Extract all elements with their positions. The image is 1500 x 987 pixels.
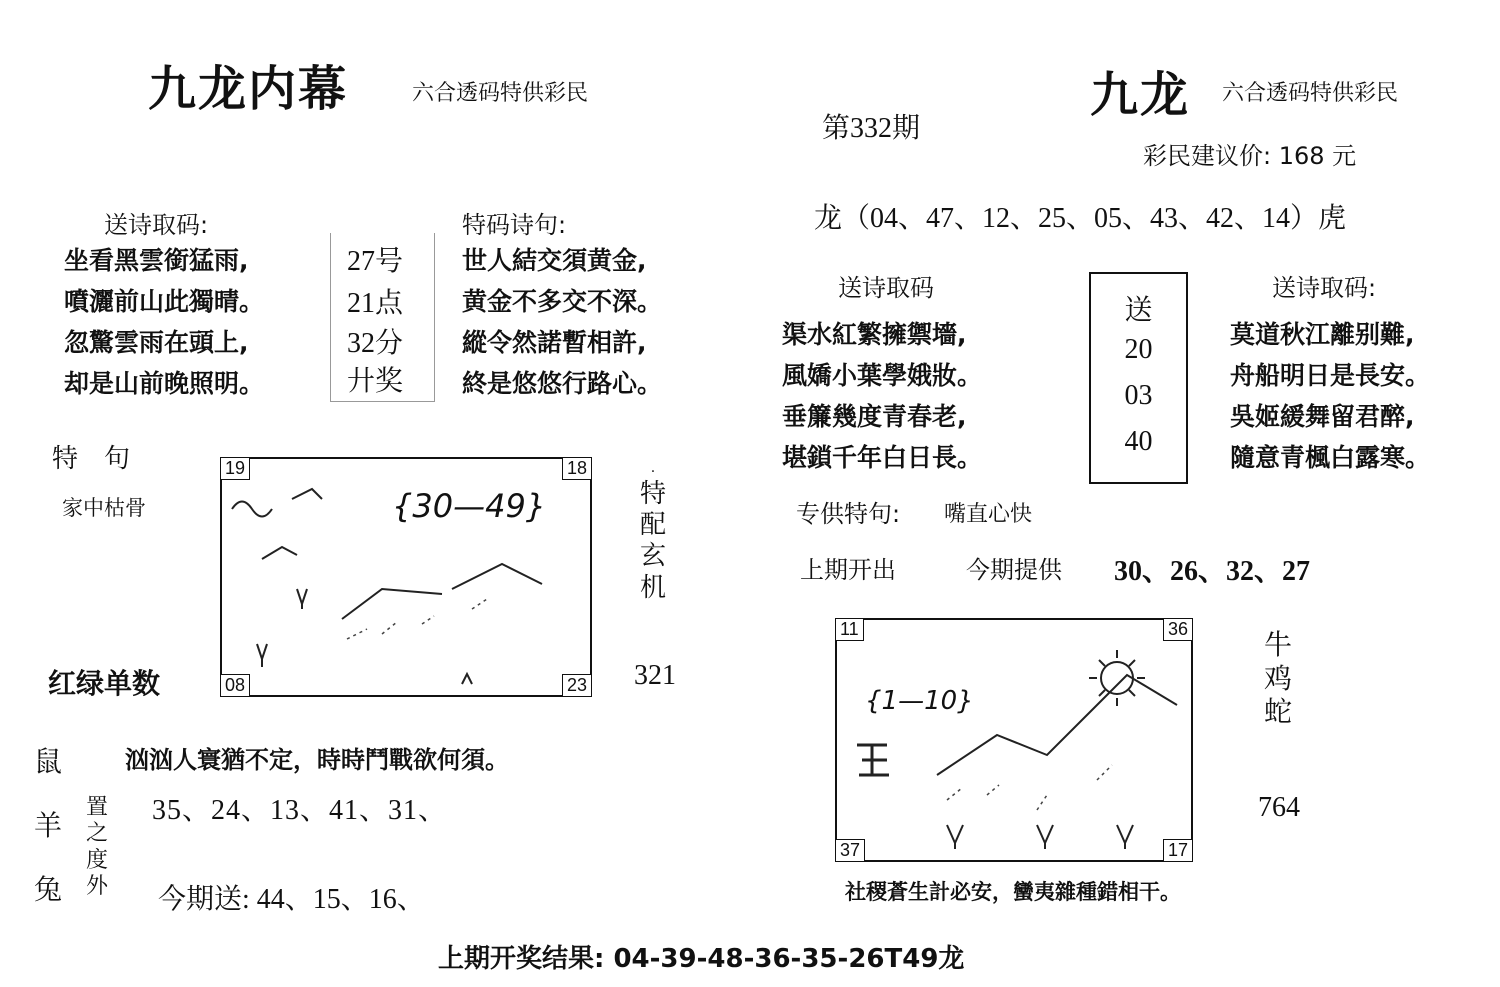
last-label: 上期开出 [800,556,896,584]
left-poem-header: 送诗取码: [104,211,209,239]
right-poem2 [1230,314,1430,478]
vertical-char: 置 [86,795,109,820]
provide-label: 今期提供 [966,556,1062,584]
prize-box [330,233,435,402]
corner-number: 23 [562,674,592,697]
poem-line: 莫道秋江離别難, [1230,320,1415,349]
vertical-char: 度 [86,847,109,873]
poem-line: 黄金不多交不深。 [462,287,663,316]
teju-text: 家中枯骨 [62,496,146,520]
vertical-char: 玄 [640,541,667,572]
send-box [1089,272,1188,484]
right-verse: 社稷蒼生計必安，蠻夷雜種錯相干。 [845,880,1181,904]
send-number: 03 [1124,380,1153,411]
send-number: 40 [1124,426,1153,457]
prize-hao: 27号 [347,246,404,277]
poem-line: 却是山前晚照明。 [64,369,265,398]
corner-number: 11 [835,618,864,641]
special-header: 特码诗句: [462,211,567,239]
left-poem [64,240,264,404]
numbers-line: 35、24、13、41、31、 [152,795,448,826]
poem-line: 坐看黑雲銜猛雨, [64,246,249,275]
left-picture [220,457,592,697]
corner-number: 08 [220,674,250,697]
animal: 牛 [1264,628,1293,661]
vertical-char: 外 [86,874,109,900]
dragon-tiger-line: 龙（04、47、12、25、05、43、42、14）虎 [814,203,1347,234]
poem-line: 隨意青楓白露寒。 [1230,443,1431,472]
prize-fen: 32分 [347,328,404,359]
vertical-char: 配 [640,510,667,541]
zhuangong-label: 专供特句: [796,500,901,528]
animal: 兔 [34,873,63,906]
picture-scribble: {30—49} [392,487,547,525]
prize-jiang: 廾奖 [347,366,404,397]
animal: 蛇 [1264,695,1293,729]
corner-number: 36 [1163,618,1193,641]
poem-line: 渠水紅繁擁禦墻, [782,320,967,349]
poem-line: 世人結交須黄金, [462,246,647,275]
left-title: 九龙内幕 [148,61,349,117]
corner-number: 37 [835,839,865,862]
left-verse: 汹汹人寰猶不定，時時鬥戰欲何須。 [125,746,509,774]
poem-line: 縱令然諾暫相許, [462,328,647,357]
vertical-char: 机 [640,572,667,603]
poem-line: 忽驚雲雨在頭上, [64,328,249,357]
right-side-value: 764 [1258,792,1300,823]
right-subtitle: 六合透码特供彩民 [1222,81,1399,106]
left-subtitle: 六合透码特供彩民 [412,81,589,106]
special-poem [462,240,662,404]
send-number: 20 [1124,334,1153,365]
honglv-value: 321 [634,660,676,691]
teju-label: 特 句 [52,444,131,474]
right-poem1 [782,314,982,478]
poem-line: 堪鎖千年白日長。 [782,443,983,472]
corner-number: 19 [220,457,250,480]
animals-list [34,745,62,937]
honglv-label: 红绿单数 [48,667,161,700]
tepei-xuanji [640,465,666,604]
zhuangong-text: 嘴直心快 [944,502,1033,527]
vertical-char: 特 [640,479,667,509]
picture-scribble: {1—10} [865,686,974,716]
poem-line: 吳姬緩舞留君醉, [1230,402,1415,431]
vertical-char: 之 [86,821,109,847]
poem-line: 噴灑前山此獨晴。 [64,287,265,316]
sketch-drawing [837,620,1191,860]
right-poem2-header: 送诗取码: [1272,274,1377,302]
provide-numbers: 30、26、32、27 [1114,556,1311,587]
issue-number: 第332期 [822,113,921,144]
right-title: 九龙 [1090,67,1191,123]
right-animals [1264,628,1292,729]
poem-line: 終是悠悠行路心。 [462,369,663,398]
right-picture [835,618,1193,862]
poem-line: 舟船明日是長安。 [1230,361,1431,390]
corner-number: 18 [562,457,592,480]
animal: 鼠 [34,745,63,778]
animal: 羊 [34,809,63,842]
send-label: 送 [1124,295,1153,326]
suggested-price: 彩民建议价: 168 元 [1143,142,1357,170]
dot: · [650,464,656,480]
poem-line: 風嬌小葉學娥妝。 [782,361,983,390]
prize-dian: 21点 [347,288,404,319]
animal: 鸡 [1264,661,1293,695]
zhi-du-wai [86,795,108,901]
right-poem1-header: 送诗取码 [838,274,934,302]
corner-number: 17 [1163,839,1193,862]
poem-line: 垂簾幾度青春老, [782,402,967,431]
jinqi-line: 今期送: 44、15、16、 [158,884,425,915]
sketch-drawing [222,459,590,695]
last-result: 上期开奖结果: 04-39-48-36-35-26T49龙 [438,944,965,974]
